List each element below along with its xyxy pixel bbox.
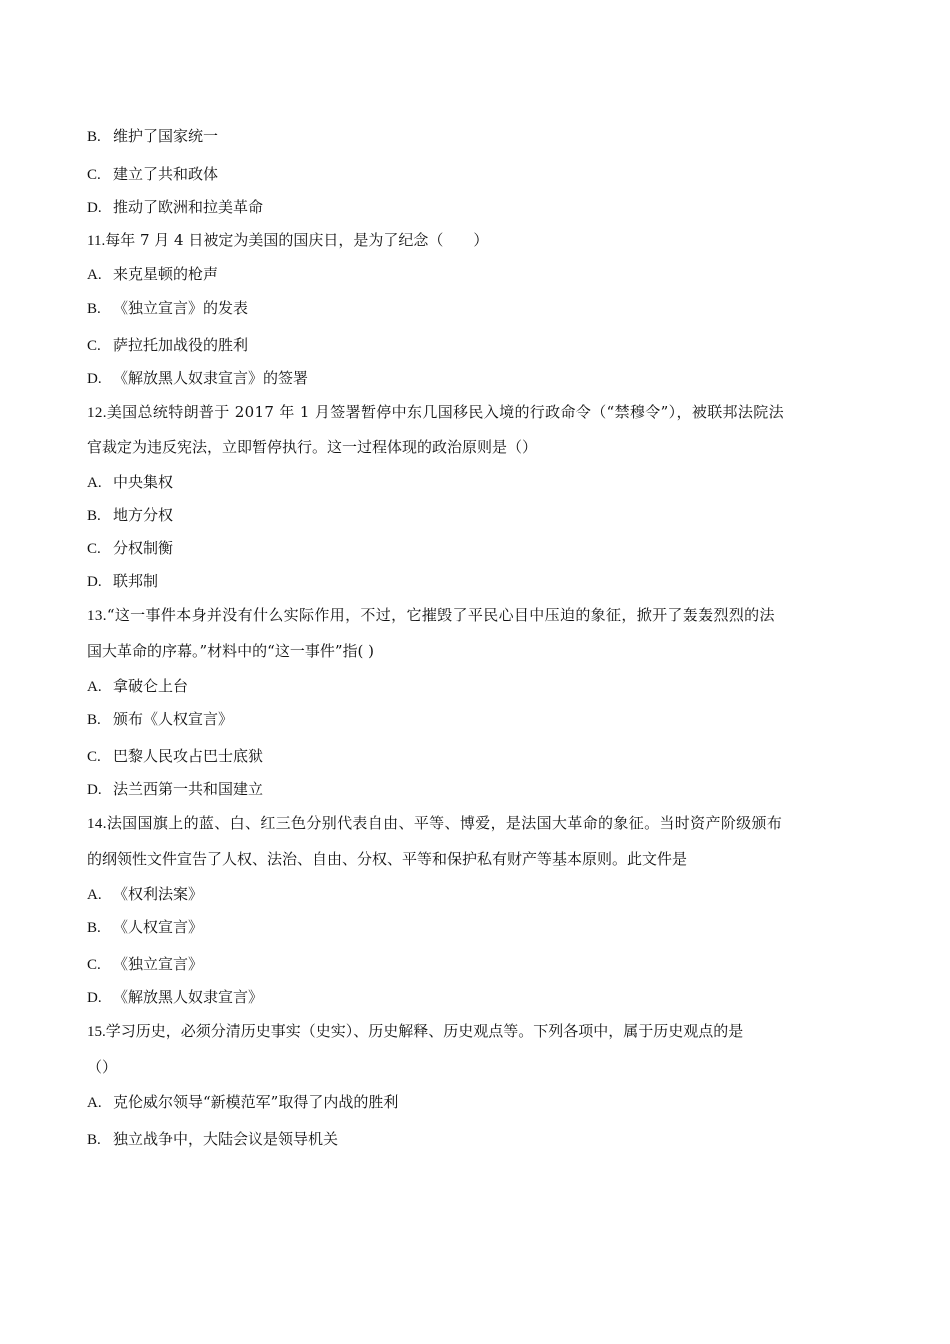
option-text: 《解放黑人奴隶宣言》的签署 (113, 369, 309, 387)
option-letter: D. (87, 782, 102, 798)
question-text: 美国总统特朗普于 2017 年 1 月签署暂停中东几国移民入境的行政命令（“禁穆令”），被联邦法院法 (106, 403, 784, 421)
option-line (87, 335, 248, 356)
option-text: 克伦威尔领导“新模范军”取得了内战的胜利 (113, 1093, 399, 1111)
option-letter: B. (87, 712, 101, 728)
option-letter: B. (87, 301, 101, 317)
option-letter: D. (87, 200, 102, 216)
option-text: 分权制衡 (113, 539, 174, 557)
option-text: 中央集权 (113, 473, 174, 491)
option-letter: D. (87, 371, 102, 387)
option-text: 维护了国家统一 (113, 127, 219, 145)
question-continuation: （） (87, 1058, 118, 1076)
option-letter: B. (87, 508, 101, 524)
question-continuation: 的纲领性文件宣告了人权、法治、自由、分权、平等和保护私有财产等基本原则。此文件是 (87, 850, 688, 868)
option-text: 《独立宣言》的发表 (113, 299, 249, 317)
question-text: 学习历史，必须分清历史事实（史实）、历史解释、历史观点等。下列各项中，属于历史观点的是 (105, 1022, 744, 1040)
option-letter: C. (87, 749, 101, 765)
option-letter: A. (87, 475, 102, 491)
option-text: 地方分权 (113, 506, 174, 524)
question-continuation: 官裁定为违反宪法，立即暂停执行。这一过程体现的政治原则是（） (87, 438, 538, 456)
option-letter: A. (87, 679, 102, 695)
question-line (87, 402, 784, 423)
option-line (87, 538, 173, 559)
question-text: 每年 7 月 4 日被定为美国的国庆日，是为了纪念（ ） (105, 231, 489, 249)
question-number: 15. (87, 1024, 106, 1040)
option-line (87, 917, 203, 938)
option-letter: C. (87, 957, 101, 973)
option-text: 推动了欧洲和拉美革命 (113, 198, 264, 216)
option-line (87, 884, 203, 905)
option-text: 《独立宣言》 (113, 955, 204, 973)
option-text: 独立战争中，大陆会议是领导机关 (113, 1130, 339, 1148)
option-line (87, 1092, 398, 1113)
option-letter: C. (87, 541, 101, 557)
option-letter: A. (87, 267, 102, 283)
option-line (87, 676, 188, 697)
option-text: 《人权宣言》 (113, 918, 204, 936)
option-letter: B. (87, 1132, 101, 1148)
option-text: 法兰西第一共和国建立 (113, 780, 264, 798)
option-line (87, 197, 263, 218)
option-text: 建立了共和政体 (113, 165, 219, 183)
option-letter: C. (87, 167, 101, 183)
option-line (87, 298, 248, 319)
option-line (87, 126, 218, 147)
question-number: 12. (87, 405, 107, 421)
option-line (87, 709, 233, 730)
option-text: 《权利法案》 (113, 885, 204, 903)
option-line (87, 164, 218, 185)
option-letter: D. (87, 990, 102, 1006)
option-letter: C. (87, 338, 101, 354)
option-line (87, 1129, 338, 1150)
option-line (87, 264, 218, 285)
question-line (87, 605, 775, 626)
option-line (87, 779, 263, 800)
question-line (87, 1021, 743, 1042)
option-text: 萨拉托加战役的胜利 (113, 336, 249, 354)
question-line (87, 813, 782, 834)
question-line (87, 230, 488, 251)
question-number: 11. (87, 233, 106, 249)
option-line (87, 368, 308, 389)
question-continuation: 国大革命的序幕。”材料中的“这一事件”指( ) (87, 642, 374, 660)
question-text: “这一事件本身并没有什么实际作用，不过，它摧毁了平民心目中压迫的象征，掀开了轰轰烈烈的法 (106, 606, 775, 624)
question-number: 14. (87, 816, 107, 832)
question-number: 13. (87, 608, 107, 624)
option-text: 颁布《人权宣言》 (113, 710, 234, 728)
option-line (87, 472, 173, 493)
option-line (87, 954, 203, 975)
option-letter: B. (87, 129, 101, 145)
option-line (87, 571, 158, 592)
option-line (87, 987, 263, 1008)
option-line (87, 746, 263, 767)
option-text: 拿破仑上台 (113, 677, 189, 695)
option-letter: D. (87, 574, 102, 590)
option-text: 联邦制 (113, 572, 159, 590)
option-text: 《解放黑人奴隶宣言》 (113, 988, 264, 1006)
option-letter: A. (87, 1095, 102, 1111)
option-letter: A. (87, 887, 102, 903)
question-text: 法国国旗上的蓝、白、红三色分别代表自由、平等、博爱，是法国大革命的象征。当时资产阶级颁布 (106, 814, 783, 832)
option-line (87, 505, 173, 526)
option-letter: B. (87, 920, 101, 936)
option-text: 巴黎人民攻占巴士底狱 (113, 747, 264, 765)
option-text: 来克星顿的枪声 (113, 265, 219, 283)
